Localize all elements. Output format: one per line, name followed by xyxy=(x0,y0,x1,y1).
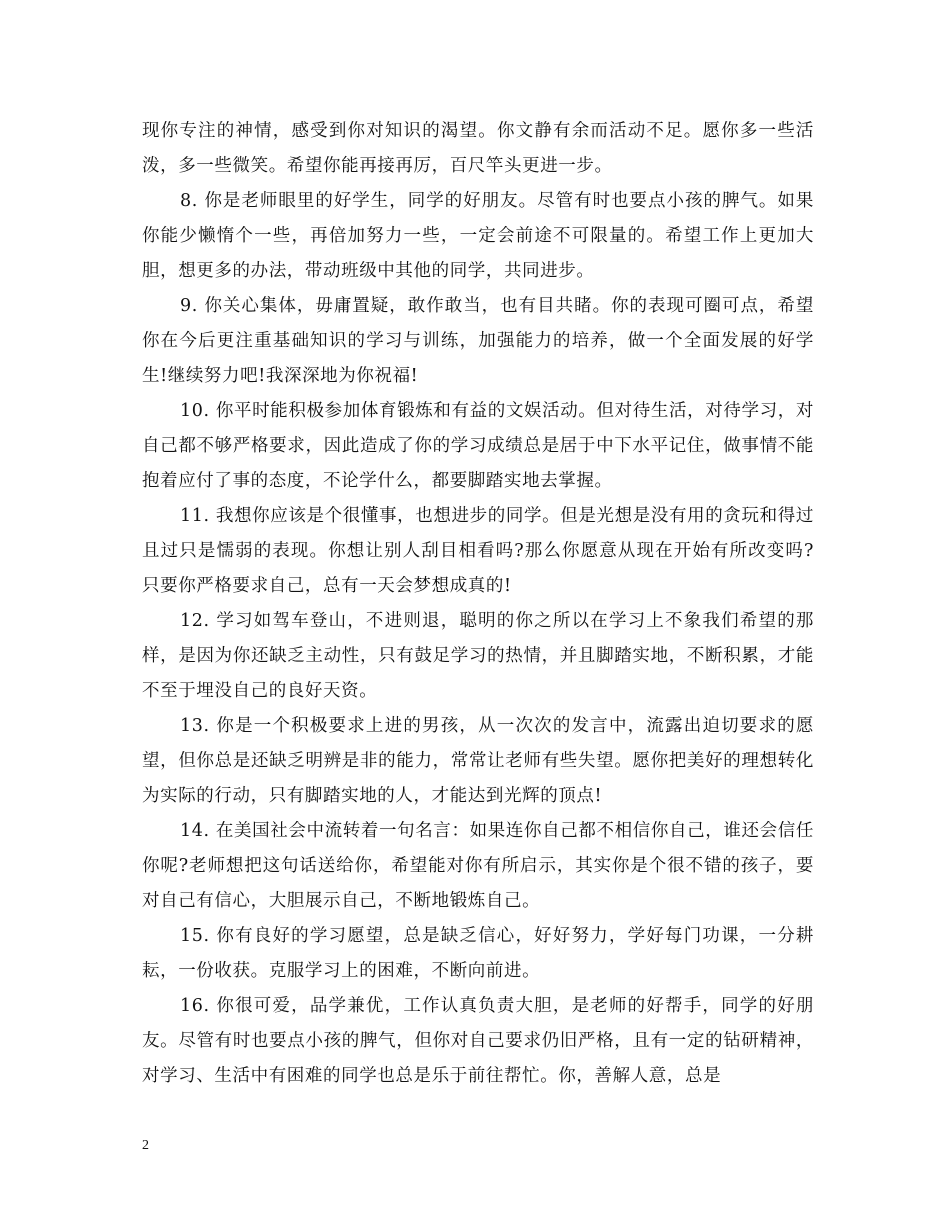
paragraph-comment-15: 15. 你有良好的学习愿望，总是缺乏信心，好好努力，学好每门功课，一分耕耘，一份收获。克服学习上的困难，不断向前进。 xyxy=(142,926,814,981)
paragraph-comment-8: 8. 你是老师眼里的好学生，同学的好朋友。尽管有时也要点小孩的脾气。如果你能少懒惰个一些，再倍加努力一些，一定会前途不可限量的。希望工作上更加大胆，想更多的办法，带动班级中其他的同学，共同进步。 xyxy=(142,191,814,281)
paragraph-comment-12: 12. 学习如驾车登山，不进则退，聪明的你之所以在学习上不象我们希望的那样，是因为你还缺乏主动性，只有鼓足学习的热情，并且脚踏实地，不断积累，才能不至于埋没自己的良好天资。 xyxy=(142,611,814,701)
paragraph-comment-10: 10. 你平时能积极参加体育锻炼和有益的文娱活动。但对待生活，对待学习，对自己都不够严格要求，因此造成了你的学习成绩总是居于中下水平记住，做事情不能抱着应付了事的态度，不论学什么，都要脚踏实地去掌握。 xyxy=(142,401,814,491)
paragraph-comment-16: 16. 你很可爱，品学兼优，工作认真负责大胆，是老师的好帮手，同学的好朋友。尽管有时也要点小孩的脾气，但你对自己要求仍旧严格，且有一定的钻研精神，对学习、生活中有困难的同学也总是乐于前往帮忙。你，善解人意，总是 xyxy=(142,996,814,1086)
paragraph-comment-11: 11. 我想你应该是个很懂事，也想进步的同学。但是光想是没有用的贪玩和得过且过只是懦弱的表现。你想让别人刮目相看吗?那么你愿意从现在开始有所改变吗? 只要你严格要求自己，总有一天会梦想成真的! xyxy=(142,506,814,596)
page-number: 2 xyxy=(142,1138,149,1153)
paragraph-comment-13: 13. 你是一个积极要求上进的男孩，从一次次的发言中，流露出迫切要求的愿望，但你总是还缺乏明辨是非的能力，常常让老师有些失望。愿你把美好的理想转化为实际的行动，只有脚踏实地的人，才能达到光辉的顶点! xyxy=(142,716,814,806)
paragraph-continuation: 现你专注的神情，感受到你对知识的渴望。你文静有余而活动不足。愿你多一些活泼，多一些微笑。希望你能再接再厉，百尺竿头更进一步。 xyxy=(142,121,814,176)
paragraph-comment-14: 14. 在美国社会中流转着一句名言：如果连你自己都不相信你自己，谁还会信任你呢?老师想把这句话送给你，希望能对你有所启示，其实你是个很不错的孩子，要对自己有信心，大胆展示自己，不断地锻炼自己。 xyxy=(142,821,814,911)
document-body xyxy=(142,114,814,1094)
paragraph-comment-9: 9. 你关心集体，毋庸置疑，敢作敢当，也有目共睹。你的表现可圈可点，希望你在今后更注重基础知识的学习与训练，加强能力的培养，做一个全面发展的好学生!继续努力吧!我深深地为你祝福! xyxy=(142,296,814,386)
